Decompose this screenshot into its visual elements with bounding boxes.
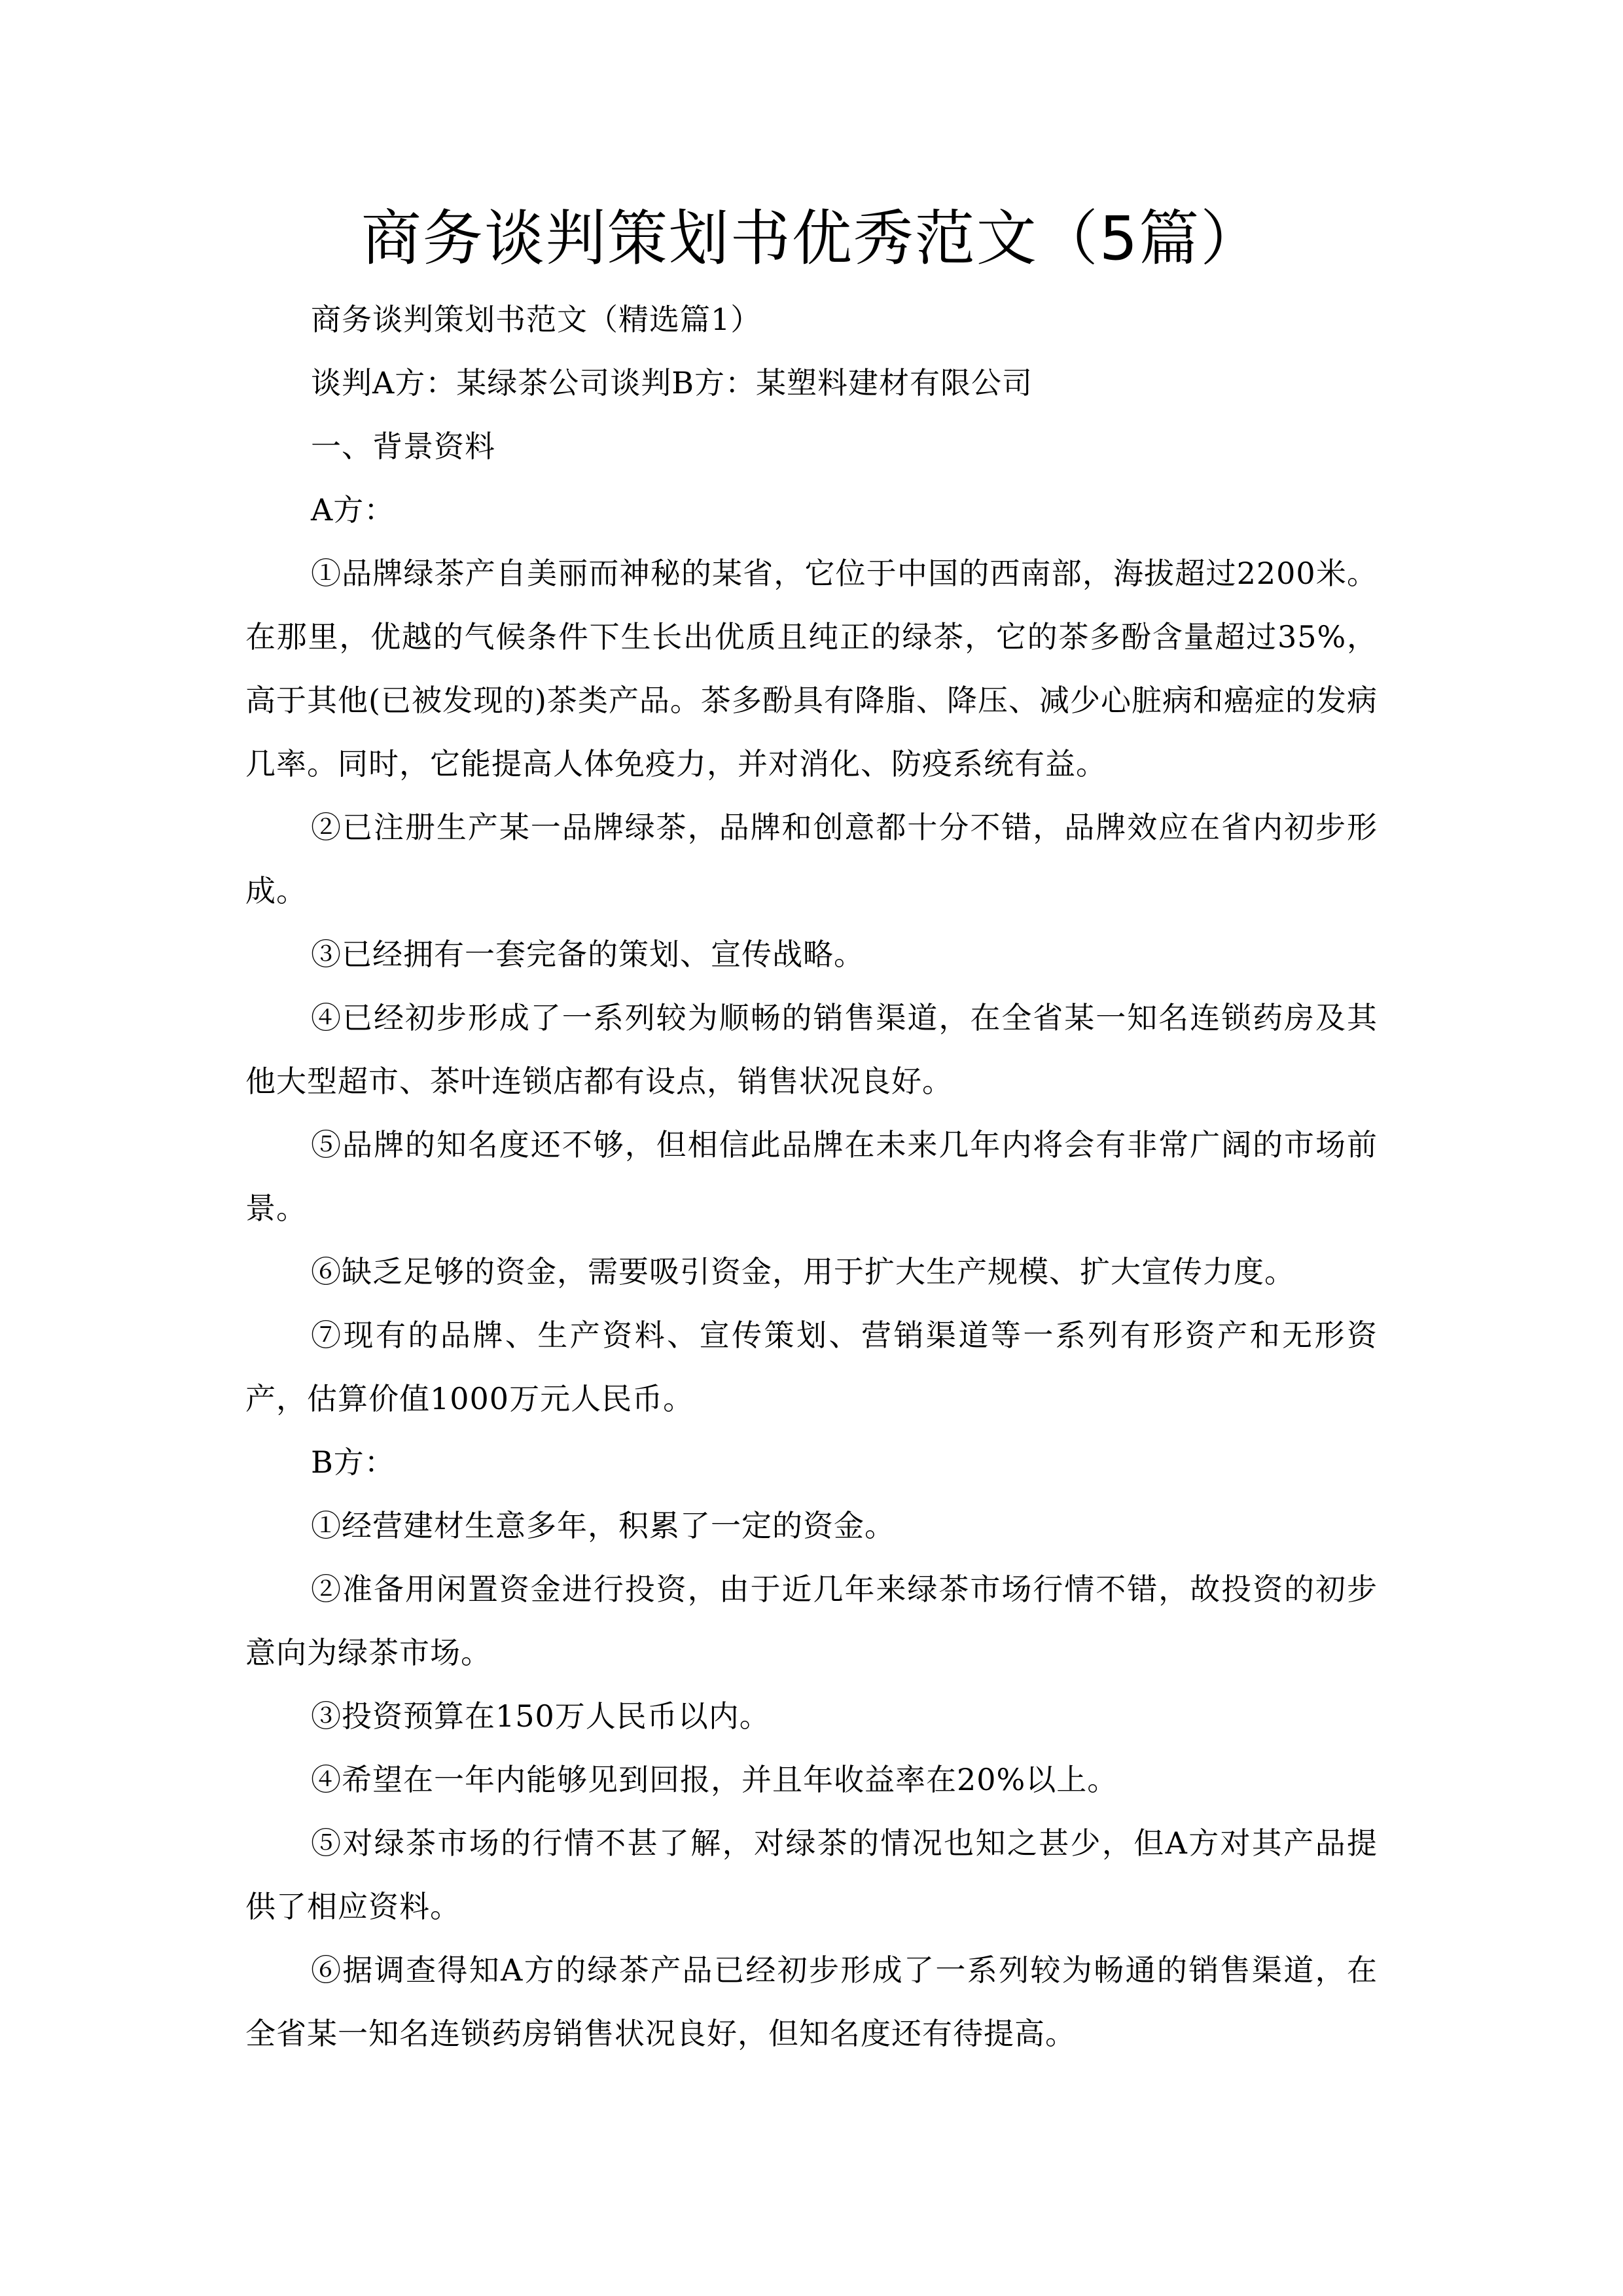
parties-line: 谈判A方：某绿茶公司谈判B方：某塑料建材有限公司 — [311, 365, 1033, 401]
party-b-item-6: ⑥据调查得知A方的绿茶产品已经初步形成了一系列较为畅通的销售渠道，在全省某一知名连锁药房销售状况良好，但知名度还有待提高。 — [245, 1952, 1378, 2051]
party-a-item-6: ⑥缺乏足够的资金，需要吸引资金，用于扩大生产规模、扩大宣传力度。 — [311, 1254, 1295, 1289]
party-b-item-5: ⑤对绿茶市场的行情不甚了解，对绿茶的情况也知之甚少，但A方对其产品提供了相应资料。 — [245, 1825, 1378, 1924]
party-a-item-7: ⑦现有的品牌、生产资料、宣传策划、营销渠道等一系列有形资产和无形资产，估算价值1000万元人民币。 — [245, 1318, 1378, 1416]
party-b-item-2: ②准备用闲置资金进行投资，由于近几年来绿茶市场行情不错，故投资的初步意向为绿茶市场。 — [245, 1571, 1378, 1670]
party-b-item-4: ④希望在一年内能够见到回报，并且年收益率在20%以上。 — [311, 1762, 1118, 1797]
document-title: 商务谈判策划书优秀范文（5篇） — [361, 204, 1262, 274]
party-b-label: B方： — [311, 1444, 395, 1480]
party-b-item-3: ③投资预算在150万人民币以内。 — [311, 1698, 770, 1734]
party-a-item-1: ①品牌绿茶产自美丽而神秘的某省，它位于中国的西南部，海拔超过2200米。在那里，优越的气候条件下生长出优质且纯正的绿茶，它的茶多酚含量超过35%，高于其他(已被发现的)茶类产品。茶多酚具有降脂、降压、减少心脏病和癌症的发病几率。同时，它能提高人体免疫力，并对消化、防疫系统有益。 — [245, 556, 1378, 781]
document-body — [245, 288, 1378, 2066]
party-a-item-4: ④已经初步形成了一系列较为顺畅的销售渠道，在全省某一知名连锁药房及其他大型超市、茶叶连锁店都有设点，销售状况良好。 — [245, 1000, 1378, 1099]
party-a-label: A方： — [311, 492, 395, 528]
party-a-item-5: ⑤品牌的知名度还不够，但相信此品牌在未来几年内将会有非常广阔的市场前景。 — [245, 1127, 1378, 1226]
party-a-item-3: ③已经拥有一套完备的策划、宣传战略。 — [311, 937, 865, 972]
party-a-item-2: ②已注册生产某一品牌绿茶，品牌和创意都十分不错，品牌效应在省内初步形成。 — [245, 810, 1378, 908]
section-heading-essay-1: 商务谈判策划书范文（精选篇1） — [311, 302, 762, 337]
party-b-item-1: ①经营建材生意多年，积累了一定的资金。 — [311, 1508, 895, 1543]
section-heading-background: 一、背景资料 — [311, 429, 495, 464]
